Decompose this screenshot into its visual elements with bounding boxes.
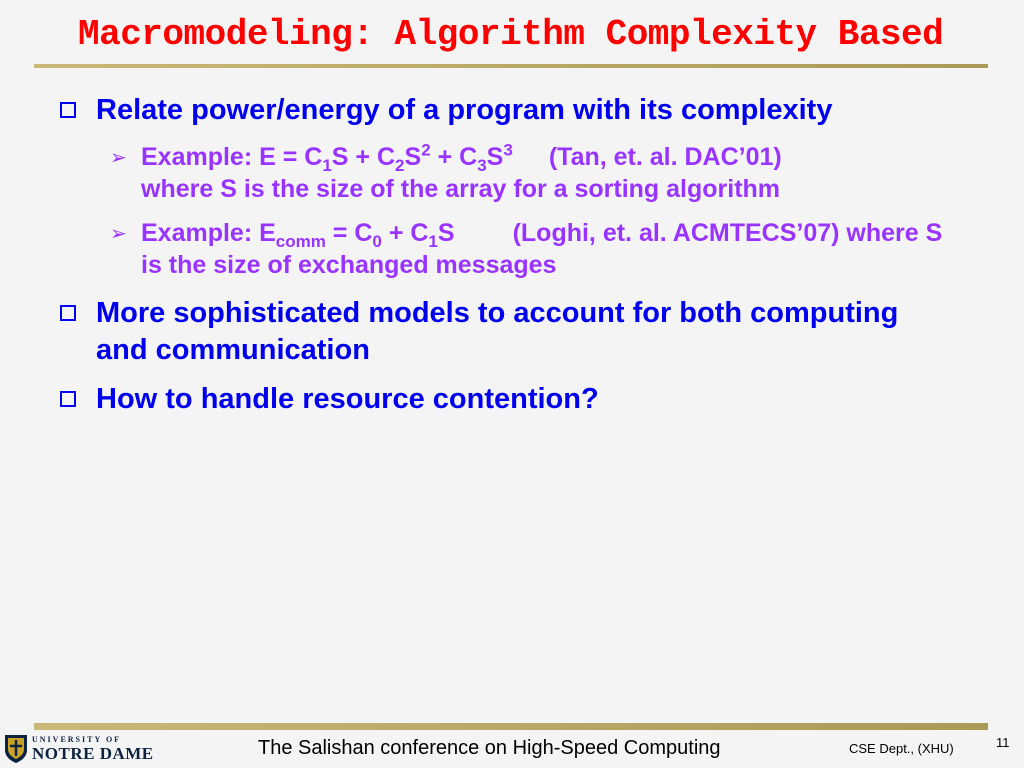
arrow-bullet-icon: ➢ [110, 221, 127, 245]
title-divider [34, 64, 988, 68]
slide-body [0, 92, 1024, 427]
bullet-text: More sophisticated models to account for both computing and communication [96, 297, 899, 366]
slide-title: Macromodeling: Algorithm Complexity Based [78, 14, 944, 55]
checkbox-bullet-icon [60, 305, 76, 321]
sub-bullet-item [0, 141, 961, 205]
sub-bullet-item [0, 217, 961, 281]
citation-text: (Tan, et. al. DAC’01) [548, 143, 782, 171]
bullet-item [0, 92, 956, 129]
university-logo [4, 734, 154, 764]
bullet-text: Relate power/energy of a program with its complexity [96, 94, 833, 126]
logo-text-top: UNIVERSITY OF [32, 735, 122, 744]
footer-department: CSE Dept., (XHU) [849, 741, 954, 756]
arrow-bullet-icon: ➢ [110, 145, 127, 169]
logo-text-bottom: NOTRE DAME [32, 744, 154, 763]
checkbox-bullet-icon [60, 102, 76, 118]
bullet-item [0, 381, 956, 418]
shield-icon [4, 734, 28, 764]
sub-bullet-text: where S is the size of the array for a sorting algorithm [141, 175, 781, 203]
footer-conference: The Salishan conference on High-Speed Computing [258, 737, 721, 759]
citation-text: (Loghi, et. al. ACMTECS’07) where S is the size of exchanged messages [141, 219, 943, 279]
footer-divider [34, 723, 988, 730]
equation-text: Example: $E_{comm} = C_0 + C_1S$ [141, 219, 455, 251]
bullet-text: How to handle resource contention? [96, 383, 599, 415]
page-number: 11 [996, 735, 1010, 750]
equation-text: Example: $E = C_1S + C_2S^2 + C_3S^3$ [141, 140, 513, 175]
bullet-item [0, 295, 956, 369]
checkbox-bullet-icon [60, 391, 76, 407]
